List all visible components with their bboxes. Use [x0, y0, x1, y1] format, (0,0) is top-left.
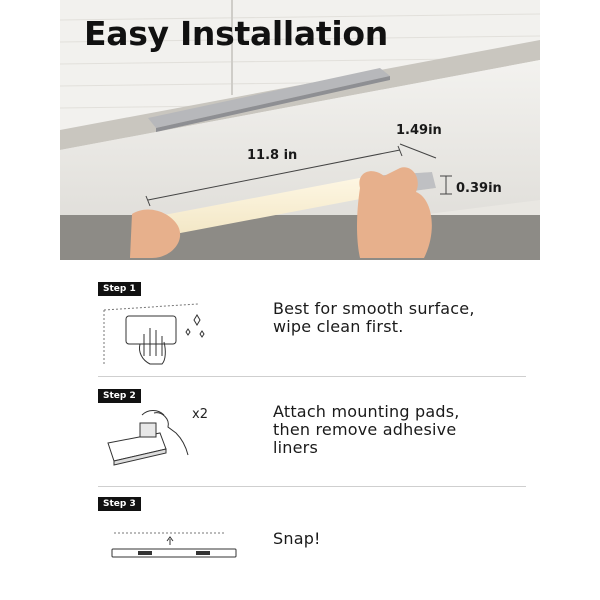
divider-2	[98, 486, 526, 487]
height-label: 0.39in	[456, 181, 502, 196]
step-3	[98, 497, 526, 573]
step-2-tag: Step 2	[98, 389, 141, 403]
step-2	[98, 389, 526, 481]
step-2-text: Attach mounting pads, then remove adhesive liners	[273, 402, 460, 457]
wipe-surface-icon	[98, 298, 218, 370]
step-1-text: Best for smooth surface, wipe clean first.	[273, 299, 475, 336]
step-1	[98, 282, 526, 374]
length-label: 11.8 in	[247, 148, 298, 163]
step-3-tag: Step 3	[98, 497, 141, 511]
page-title: Easy Installation	[84, 14, 388, 53]
hero-photo	[60, 0, 540, 260]
step-3-text: Snap!	[273, 529, 321, 548]
snap-mount-icon	[98, 527, 238, 567]
divider-1	[98, 376, 526, 377]
width-label: 1.49in	[396, 123, 442, 138]
pad-count: x2	[192, 407, 208, 422]
step-1-tag: Step 1	[98, 282, 141, 296]
